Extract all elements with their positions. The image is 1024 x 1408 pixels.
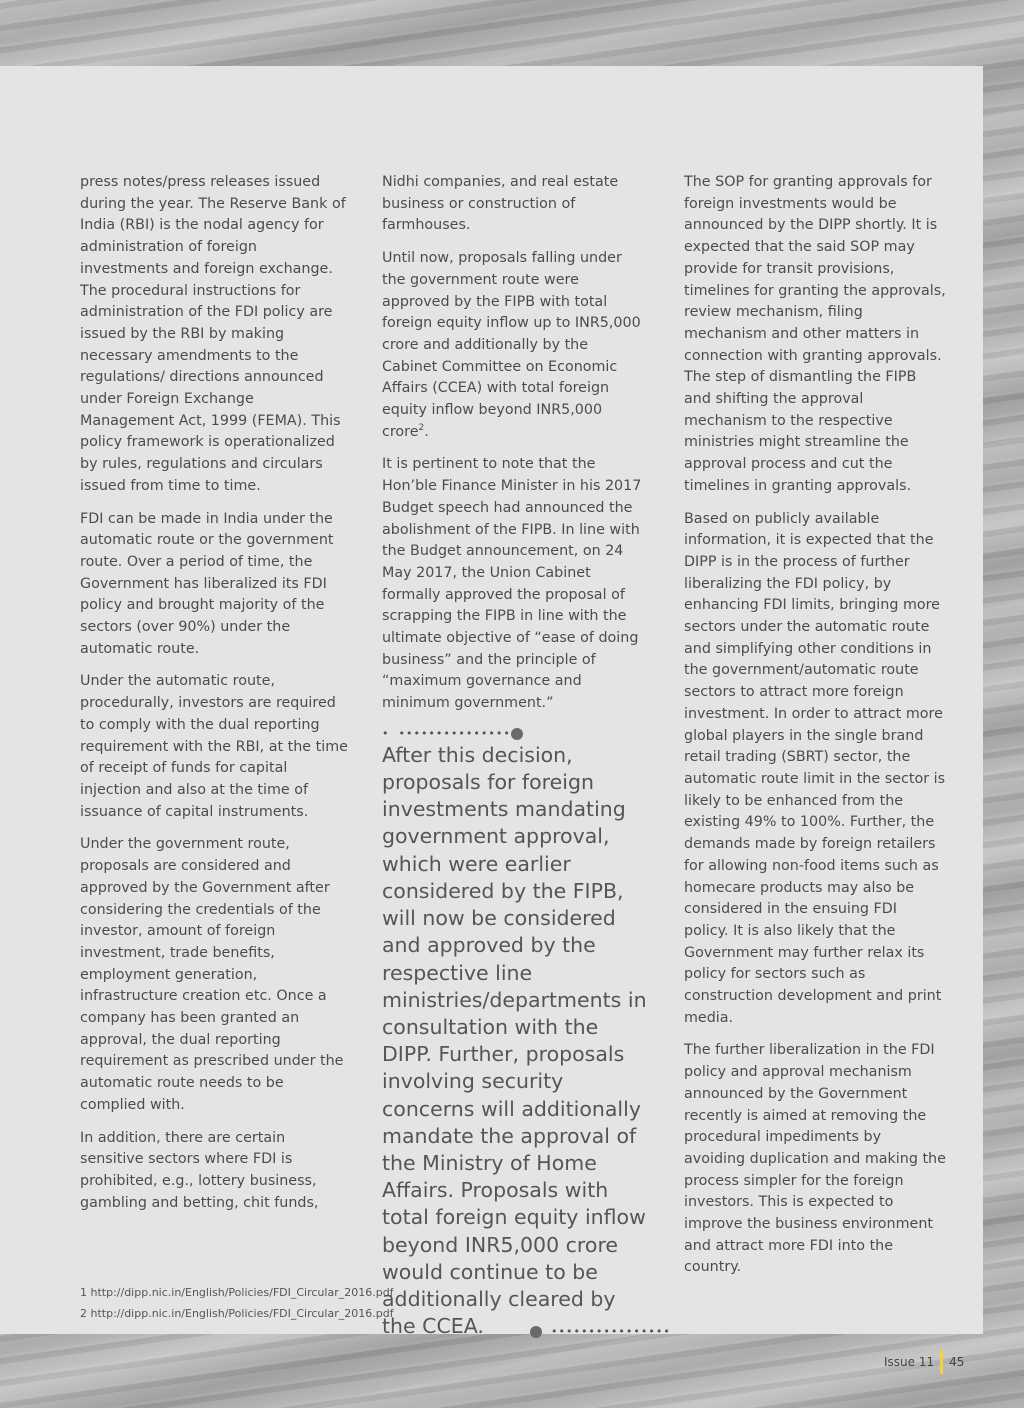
pull-quote-text: After this decision, proposals for foreign investments mandating government approval, which were earlier considered by the FIPB, will now be considered and approved by the respective line ministries/departments in consultation with the DIPP. Further, proposals involving security concerns will additionally mandate the approval of the Ministry of Home Affairs. Proposals with total foreign equity inflow beyond INR5,000 crore would continue to be additionally cleared by the CCEA. <box>382 742 647 1339</box>
body-paragraph: FDI can be made in India under the automatic route or the government route. Over a period of time, the Government has liberalized its FDI policy and brought majority of the sectors (over 90%) under the automatic route. <box>80 510 334 657</box>
body-paragraph <box>382 248 647 443</box>
period: . <box>424 423 429 440</box>
body-text: Until now, proposals falling under the government route were approved by the FIPB with total foreign equity inflow up to INR5,000 crore and additionally by the Cabinet Committee on Economic Affairs (CCEA) with total foreign equity inflow beyond INR5,000 crore <box>382 250 641 440</box>
bullet-dot-icon <box>530 1326 542 1338</box>
footnote: 1 http://dipp.nic.in/English/Policies/FDI_Circular_2016.pdf <box>80 1286 394 1299</box>
quote-top-rule <box>382 726 647 742</box>
dotted-line: •••••••••••••••• <box>542 1325 671 1339</box>
page-footer <box>884 1350 964 1374</box>
issue-label: Issue 11 <box>884 1355 935 1369</box>
column-3 <box>684 172 946 1290</box>
body-paragraph: In addition, there are certain sensitive sectors where FDI is prohibited, e.g., lottery business, gambling and betting, chit funds, <box>80 1129 319 1211</box>
footnote-ref: 2 <box>418 422 425 433</box>
body-paragraph: The SOP for granting approvals for foreign investments would be announced by the DIPP shortly. It is expected that the said SOP may provide for transit provisions, timelines for granting the approvals, review mechanism, filing mechanism and other matters in connection with granting approvals. The step of dismantling the FIPB and shifting the approval mechanism to the respective ministries might streamline the approval process and cut the timelines in granting approvals. <box>684 174 946 494</box>
body-paragraph: Under the government route, proposals are considered and approved by the Government after considering the credentials of the investor, amount of foreign investment, trade benefits, employment generation, infrastructure creation etc. Once a company has been granted an approval, the dual reporting requirement as prescribed under the automatic route needs to be complied with. <box>80 836 344 1113</box>
quote-bottom-rule <box>530 1326 671 1338</box>
body-paragraph: press notes/press releases issued during the year. The Reserve Bank of India (RBI) is the nodal agency for administration of foreign investments and foreign exchange. The procedural instructions for administration of the FDI policy are issued by the RBI by making necessary amendments to the regulations/ directions announced under Foreign Exchange Management Act, 1999 (FEMA). This policy framework is operationalized by rules, regulations and circulars issued from time to time. <box>80 174 346 494</box>
accent-bar <box>940 1350 943 1374</box>
body-paragraph: Nidhi companies, and real estate business or construction of farmhouses. <box>382 174 619 234</box>
body-paragraph: Under the automatic route, procedurally, investors are required to comply with the dual reporting requirement with the RBI, at the time of receipt of funds for capital injection and also at the time of issuance of capital instruments. <box>80 673 348 820</box>
footnotes <box>80 1282 394 1324</box>
dotted-line: • ••••••••••••••• <box>382 726 511 740</box>
body-paragraph: Based on publicly available information, it is expected that the DIPP is in the process of further liberalizing the FDI policy, by enhancing FDI limits, bringing more sectors under the automatic route and simplifying other conditions in the government/automatic route sectors to attract more foreign investment. In order to attract more global players in the single brand retail trading (SBRT) sector, the automatic route limit in the sector is likely to be enhanced from the existing 49% to 100%. Further, the demands made by foreign retailers for allowing non-food items such as homecare products may also be considered in the ensuing FDI policy. It is also likely that the Government may further relax its policy for sectors such as construction development and print media. <box>684 510 946 1026</box>
bullet-dot-icon <box>511 728 523 740</box>
column-2 <box>382 172 671 1351</box>
page-number: 45 <box>949 1355 965 1369</box>
pull-quote <box>382 726 671 1340</box>
footnote: 2 http://dipp.nic.in/English/Policies/FDI_Circular_2016.pdf <box>80 1307 394 1320</box>
body-paragraph: The further liberalization in the FDI policy and approval mechanism announced by the Government recently is aimed at removing the procedural impediments by avoiding duplication and making the process simpler for the foreign investors. This is expected to improve the business environment and attract more FDI into the country. <box>684 1042 946 1276</box>
column-1 <box>80 172 348 1225</box>
body-paragraph: It is pertinent to note that the Hon’ble Finance Minister in his 2017 Budget speech had announced the abolishment of the FIPB. In line with the Budget announcement, on 24 May 2017, the Union Cabinet formally approved the proposal of scrapping the FIPB in line with the ultimate objective of “ease of doing business” and the principle of “maximum governance and minimum government.” <box>382 456 642 712</box>
